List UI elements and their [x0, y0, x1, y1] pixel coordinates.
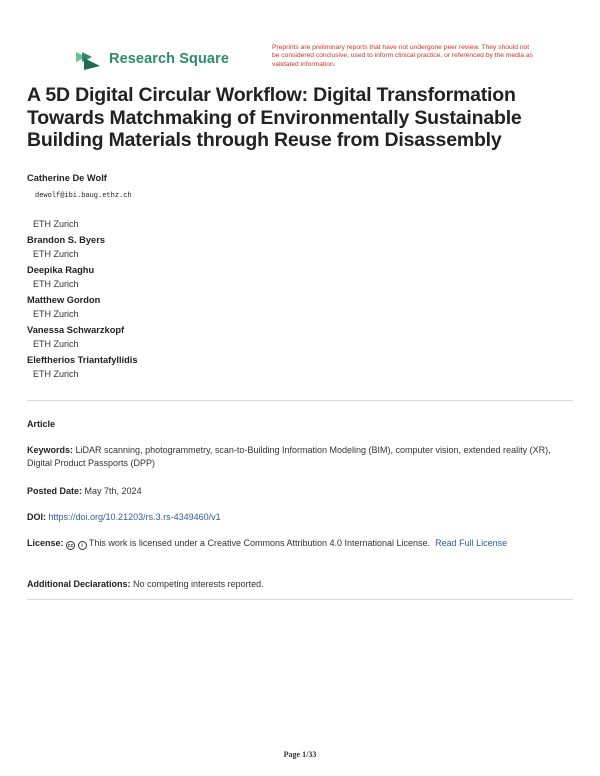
- author-block: [27, 264, 567, 290]
- keywords-label: Keywords:: [27, 445, 74, 455]
- cc-icon: cc: [67, 543, 74, 549]
- author-name: Eleftherios Triantafyllidis: [27, 355, 138, 365]
- author-list: [27, 168, 567, 380]
- author-block: [27, 354, 567, 380]
- divider: [27, 599, 573, 600]
- author-affiliation: ETH Zurich: [33, 219, 79, 229]
- preprint-disclaimer: Preprints are preliminary reports that have not undergone peer review. They should not be considered conclusive, used to inform clinical practice, or referenced by the media as validated information.: [272, 44, 533, 68]
- header: [0, 0, 600, 80]
- article-type: [27, 418, 573, 431]
- research-square-logo-icon: [74, 47, 102, 71]
- author-block: [27, 234, 567, 260]
- research-square-logo[interactable]: [74, 47, 229, 71]
- author-name: Vanessa Schwarzkopf: [27, 325, 125, 335]
- author-name: Deepika Raghu: [27, 265, 95, 275]
- license-text: This work is licensed under a Creative Commons Attribution 4.0 International License.: [88, 538, 431, 548]
- author-name: Catherine De Wolf: [27, 173, 107, 183]
- doi-section: [27, 511, 573, 524]
- declarations-section: [27, 578, 573, 591]
- logo-text: Research Square: [109, 51, 229, 67]
- article-type-label: Article: [27, 419, 56, 429]
- doi-link[interactable]: https://doi.org/10.21203/rs.3.rs-4349460/v1: [48, 512, 221, 522]
- divider: [27, 400, 573, 401]
- author-block: [27, 172, 567, 230]
- page-number: Page 1/33: [283, 750, 317, 759]
- author-affiliation: ETH Zurich: [33, 249, 79, 259]
- posted-date-section: [27, 485, 573, 498]
- declarations-text: No competing interests reported.: [133, 579, 264, 589]
- author-affiliation: ETH Zurich: [33, 309, 79, 319]
- author-block: [27, 324, 567, 350]
- by-icon: i: [78, 541, 87, 550]
- read-full-license-link[interactable]: Read Full License: [435, 538, 508, 548]
- author-email[interactable]: dewolf@ibi.baug.ethz.ch: [35, 192, 132, 200]
- author-name: Matthew Gordon: [27, 295, 101, 305]
- posted-date-value: May 7th, 2024: [84, 486, 142, 496]
- posted-date-label: Posted Date:: [27, 486, 83, 496]
- declarations-label: Additional Declarations:: [27, 579, 131, 589]
- author-affiliation: ETH Zurich: [33, 339, 79, 349]
- license-label: License:: [27, 538, 64, 548]
- author-affiliation: ETH Zurich: [33, 369, 79, 379]
- doi-label: DOI:: [27, 512, 46, 522]
- author-name: Brandon S. Byers: [27, 235, 106, 245]
- author-block: [27, 294, 567, 320]
- author-affiliation: ETH Zurich: [33, 279, 79, 289]
- license-section: [27, 537, 573, 550]
- keywords-section: [27, 444, 573, 470]
- paper-title: A 5D Digital Circular Workflow: Digital Transformation Towards Matchmaking of Environmentally Sustainable Building Materials through Reuse from Disassembly: [27, 84, 522, 151]
- keywords-text: LiDAR scanning, photogrammetry, scan-to-Building Information Modeling (BIM), computer vision, extended reality (XR), Digital Product Passports (DPP): [27, 445, 551, 468]
